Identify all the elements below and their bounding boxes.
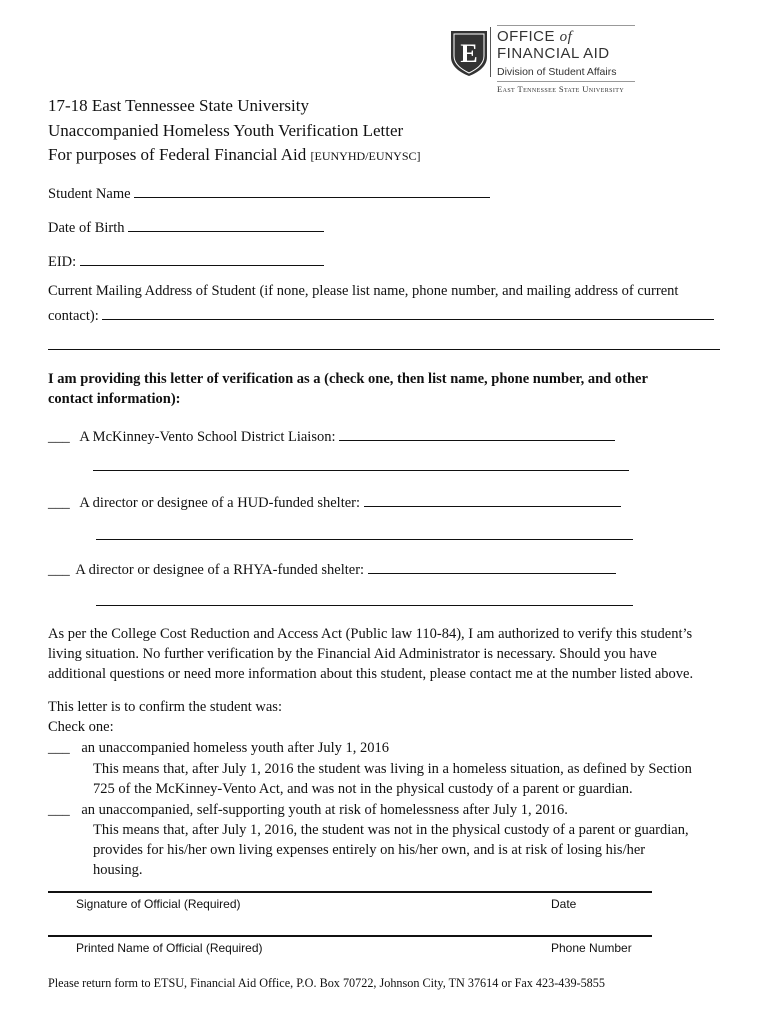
phone-label: Phone Number	[551, 941, 632, 955]
liaison-line-2[interactable]	[93, 470, 629, 471]
title-purpose: For purposes of Federal Financial Aid	[48, 145, 307, 164]
at-risk-detail-2: provides for his/her own living expenses entirely on his/her own, and is at risk of losing his/her	[93, 842, 646, 858]
logo-divider	[490, 27, 491, 77]
title-line-2: Unaccompanied Homeless Youth Verification Letter	[48, 121, 404, 140]
title-line-3	[48, 145, 421, 165]
logo-mid-rule	[497, 81, 635, 82]
homeless-checkbox[interactable]: ___	[48, 740, 70, 756]
office-word: OFFICE	[497, 28, 555, 45]
title-code: [EUNYHD/EUNYSC]	[310, 149, 421, 163]
address-line-2[interactable]	[48, 349, 720, 350]
address-row-2	[48, 304, 714, 325]
signature-line[interactable]	[48, 891, 652, 893]
return-instructions: Please return form to ETSU, Financial Aid Office, P.O. Box 70722, Johnson City, TN 37614 or Fax 423-439-5855	[48, 976, 605, 990]
etsu-shield-icon	[449, 29, 489, 77]
address-line-1[interactable]	[102, 304, 714, 320]
hud-line-2[interactable]	[96, 539, 633, 540]
verifier-option-liaison	[48, 425, 615, 446]
homeless-detail-1: This means that, after July 1, 2016 the student was living in a homeless situation, as defined by Section	[93, 761, 692, 777]
student-name-row	[48, 182, 490, 203]
confirm-intro: This letter is to confirm the student was:	[48, 699, 282, 715]
address-label-1: Current Mailing Address of Student (if none, please list name, phone number, and mailing address of current	[48, 283, 679, 299]
logo-letter: E	[460, 39, 478, 68]
authority-line-1: As per the College Cost Reduction and Access Act (Public law 110-84), I am authorized to verify this student’s	[48, 626, 693, 642]
at-risk-checkbox[interactable]: ___	[48, 802, 70, 818]
eid-label: EID:	[48, 254, 77, 270]
financial-aid-title: FINANCIAL AID	[497, 45, 610, 62]
title-line-1: 17-18 East Tennessee State University	[48, 96, 309, 115]
hud-line[interactable]	[364, 491, 621, 507]
confirm-option-at-risk	[48, 802, 568, 819]
dob-row	[48, 216, 324, 237]
liaison-checkbox[interactable]: ___	[48, 429, 70, 445]
dob-label: Date of Birth	[48, 220, 125, 236]
hud-checkbox[interactable]: ___	[48, 495, 70, 511]
homeless-detail-2: 725 of the McKinney-Vento Act, and was not in the physical custody of a parent or guardian.	[93, 781, 633, 797]
verifier-option-rhya	[48, 558, 616, 579]
signature-label: Signature of Official (Required)	[76, 897, 241, 911]
printed-name-label: Printed Name of Official (Required)	[76, 941, 263, 955]
rhya-line-2[interactable]	[96, 605, 633, 606]
at-risk-detail-1: This means that, after July 1, 2016, the student was not in the physical custody of a parent or guardian,	[93, 822, 689, 838]
address-label-2: contact):	[48, 308, 99, 324]
hud-label: A director or designee of a HUD-funded shelter:	[79, 495, 361, 511]
verifier-heading-1: I am providing this letter of verification as a (check one, then list name, phone number, and other	[48, 371, 648, 387]
rhya-label: A director or designee of a RHYA-funded shelter:	[75, 562, 365, 578]
at-risk-detail-3: housing.	[93, 862, 143, 878]
homeless-label: an unaccompanied homeless youth after July 1, 2016	[81, 740, 390, 756]
date-label: Date	[551, 897, 577, 911]
liaison-label: A McKinney-Vento School District Liaison:	[79, 429, 336, 445]
office-title	[497, 28, 572, 46]
at-risk-label: an unaccompanied, self-supporting youth at risk of homelessness after July 1, 2016.	[81, 802, 568, 818]
liaison-line[interactable]	[339, 425, 615, 441]
authority-line-3: additional questions or need more information about this student, please contact me at the number listed above.	[48, 666, 694, 682]
check-one-label: Check one:	[48, 719, 114, 735]
printed-name-line[interactable]	[48, 935, 652, 937]
logo-top-rule	[497, 25, 635, 26]
dob-line[interactable]	[128, 216, 324, 232]
authority-line-2: living situation. No further verification by the Financial Aid Administrator is necessary. Should you have	[48, 646, 657, 662]
eid-line[interactable]	[80, 250, 324, 266]
eid-row	[48, 250, 324, 271]
rhya-checkbox[interactable]: ___	[48, 562, 70, 578]
confirm-option-homeless	[48, 740, 389, 757]
rhya-line[interactable]	[368, 558, 616, 574]
division-text: Division of Student Affairs	[497, 66, 617, 78]
student-name-label: Student Name	[48, 186, 131, 202]
verifier-option-hud	[48, 491, 621, 512]
student-name-line[interactable]	[134, 182, 490, 198]
university-text: East Tennessee State University	[497, 84, 625, 94]
verifier-heading-2: contact information):	[48, 391, 181, 407]
office-of-word: of	[559, 29, 573, 45]
